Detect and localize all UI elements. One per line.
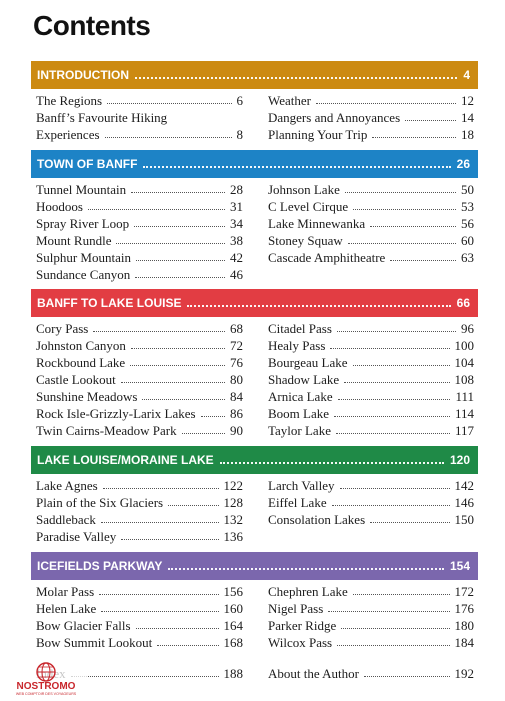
toc-entry[interactable] bbox=[36, 422, 243, 439]
dot-leader bbox=[103, 488, 219, 489]
dot-leader bbox=[131, 192, 225, 193]
entry-page: 108 bbox=[454, 372, 474, 387]
toc-entry[interactable] bbox=[268, 232, 474, 249]
dot-leader bbox=[168, 505, 218, 506]
dot-leader bbox=[364, 676, 450, 677]
section-header-town-of-banff[interactable] bbox=[31, 150, 478, 178]
entry-page: 50 bbox=[461, 182, 474, 197]
toc-entry[interactable] bbox=[268, 477, 474, 494]
section-page: 154 bbox=[449, 559, 470, 573]
toc-entry[interactable] bbox=[268, 405, 474, 422]
dot-leader bbox=[372, 137, 456, 138]
dot-leader bbox=[338, 399, 451, 400]
toc-entry[interactable] bbox=[36, 354, 243, 371]
entry-page: 46 bbox=[230, 267, 243, 282]
dot-leader bbox=[405, 120, 456, 121]
entry-title: Taylor Lake bbox=[268, 423, 331, 438]
toc-entry[interactable] bbox=[268, 617, 474, 634]
entry-page: 168 bbox=[223, 635, 243, 650]
section-title: INTRODUCTION bbox=[37, 68, 129, 82]
dot-leader bbox=[337, 331, 456, 332]
toc-entry[interactable] bbox=[36, 181, 243, 198]
entry-title: Molar Pass bbox=[36, 584, 95, 599]
nostromo-logo bbox=[4, 660, 88, 696]
dot-leader bbox=[345, 192, 456, 193]
entry-title: Cory Pass bbox=[36, 321, 89, 336]
dot-leader bbox=[330, 348, 449, 349]
dot-leader bbox=[136, 260, 225, 261]
entry-title: Sunshine Meadows bbox=[36, 389, 138, 404]
entry-title: Mount Rundle bbox=[36, 233, 112, 248]
dot-leader bbox=[344, 382, 449, 383]
dot-leader bbox=[168, 568, 444, 570]
section-title: LAKE LOUISE/MORAINE LAKE bbox=[37, 453, 214, 467]
entry-title: Tunnel Mountain bbox=[36, 182, 127, 197]
entry-page: 188 bbox=[223, 666, 243, 681]
entry-page: 128 bbox=[223, 495, 243, 510]
entry-page: 34 bbox=[230, 216, 243, 231]
toc-entry[interactable] bbox=[268, 126, 474, 143]
dot-leader bbox=[135, 277, 225, 278]
toc-entry[interactable] bbox=[268, 634, 474, 651]
section-header-banff-to-lake-louise[interactable] bbox=[31, 289, 478, 317]
toc-entry[interactable] bbox=[268, 388, 474, 405]
toc-entry-line[interactable]: Banff’s Favourite Hiking bbox=[36, 110, 168, 125]
entry-page: 80 bbox=[230, 372, 243, 387]
section-title: TOWN OF BANFF bbox=[37, 157, 138, 171]
entry-page: 6 bbox=[236, 93, 243, 108]
entry-page: 146 bbox=[454, 495, 474, 510]
entry-page: 164 bbox=[223, 618, 243, 633]
entry-title: Bourgeau Lake bbox=[268, 355, 348, 370]
dot-leader bbox=[101, 611, 218, 612]
toc-entry[interactable] bbox=[36, 337, 243, 354]
toc-entry[interactable] bbox=[36, 405, 243, 422]
entry-page: 192 bbox=[454, 666, 474, 681]
entry-page: 84 bbox=[230, 389, 243, 404]
dot-leader bbox=[187, 305, 450, 307]
entry-title: Weather bbox=[268, 93, 311, 108]
section-page: 4 bbox=[463, 68, 470, 82]
entry-title: Spray River Loop bbox=[36, 216, 130, 231]
entry-title: Bow Glacier Falls bbox=[36, 618, 131, 633]
dot-leader bbox=[337, 645, 449, 646]
entry-title: Stoney Squaw bbox=[268, 233, 343, 248]
dot-leader bbox=[136, 628, 219, 629]
toc-entry[interactable] bbox=[268, 320, 474, 337]
globe-icon bbox=[4, 660, 88, 696]
dot-leader bbox=[135, 77, 457, 79]
dot-leader bbox=[341, 628, 449, 629]
entry-title: Chephren Lake bbox=[268, 584, 348, 599]
entry-page: 76 bbox=[230, 355, 243, 370]
entry-title: Planning Your Trip bbox=[268, 127, 368, 142]
entry-page: 14 bbox=[461, 110, 474, 125]
toc-entry[interactable] bbox=[36, 371, 243, 388]
entry-title: Hoodoos bbox=[36, 199, 83, 214]
dot-leader bbox=[93, 331, 225, 332]
entry-title: Cascade Amphitheatre bbox=[268, 250, 386, 265]
entry-title: Saddleback bbox=[36, 512, 96, 527]
dot-leader bbox=[328, 611, 449, 612]
entry-page: 18 bbox=[461, 127, 474, 142]
entry-title: Shadow Lake bbox=[268, 372, 340, 387]
entry-page: 72 bbox=[230, 338, 243, 353]
entry-page: 176 bbox=[454, 601, 474, 616]
entry-title: Consolation Lakes bbox=[268, 512, 366, 527]
toc-entry[interactable] bbox=[268, 511, 474, 528]
entry-title: Plain of the Six Glaciers bbox=[36, 495, 164, 510]
entry-title: Johnson Lake bbox=[268, 182, 340, 197]
entry-title: Sundance Canyon bbox=[36, 267, 131, 282]
page-title: Contents bbox=[33, 10, 151, 41]
toc-entry[interactable] bbox=[36, 477, 243, 494]
entry-title: Arnica Lake bbox=[268, 389, 333, 404]
toc-entry[interactable] bbox=[36, 388, 243, 405]
entry-page: 90 bbox=[230, 423, 243, 438]
dot-leader bbox=[201, 416, 225, 417]
logo-name: NOSTROMO bbox=[16, 681, 76, 692]
dot-leader bbox=[157, 645, 218, 646]
toc-entry[interactable] bbox=[268, 215, 474, 232]
entry-title: Twin Cairns-Meadow Park bbox=[36, 423, 177, 438]
toc-entry[interactable] bbox=[36, 249, 243, 266]
toc-entry[interactable] bbox=[36, 320, 243, 337]
entry-title: Rockbound Lake bbox=[36, 355, 126, 370]
section-page: 120 bbox=[449, 453, 470, 467]
entry-title: C Level Cirque bbox=[268, 199, 349, 214]
toc-entry[interactable] bbox=[36, 92, 243, 109]
entry-page: 117 bbox=[454, 423, 474, 438]
dot-leader bbox=[353, 365, 450, 366]
entry-page: 150 bbox=[454, 512, 474, 527]
dot-leader bbox=[353, 594, 450, 595]
toc-entry[interactable] bbox=[36, 617, 243, 634]
entry-title: Bow Summit Lookout bbox=[36, 635, 153, 650]
toc-entry[interactable] bbox=[36, 494, 243, 511]
dot-leader bbox=[130, 365, 225, 366]
entry-page: 42 bbox=[230, 250, 243, 265]
entry-page: 56 bbox=[461, 216, 474, 231]
entry-page: 111 bbox=[455, 389, 474, 404]
toc-entry[interactable] bbox=[36, 126, 243, 143]
dot-leader bbox=[316, 103, 456, 104]
dot-leader bbox=[182, 433, 225, 434]
entry-page: 96 bbox=[461, 321, 474, 336]
toc-entry[interactable] bbox=[36, 511, 243, 528]
entry-page: 12 bbox=[461, 93, 474, 108]
entry-title: Johnston Canyon bbox=[36, 338, 126, 353]
entry-title: Dangers and Annoyances bbox=[268, 110, 401, 125]
entry-title: Rock Isle-Grizzly-Larix Lakes bbox=[36, 406, 196, 421]
entry-page: 86 bbox=[230, 406, 243, 421]
toc-entry[interactable] bbox=[268, 494, 474, 511]
entry-page: 28 bbox=[230, 182, 243, 197]
toc-entry[interactable] bbox=[268, 422, 474, 439]
dot-leader bbox=[88, 209, 225, 210]
dot-leader bbox=[220, 462, 444, 464]
entry-page: 114 bbox=[454, 406, 474, 421]
dot-leader bbox=[340, 488, 450, 489]
section-title: BANFF TO LAKE LOUISE bbox=[37, 296, 182, 310]
entry-page: 132 bbox=[223, 512, 243, 527]
dot-leader bbox=[99, 594, 218, 595]
dot-leader bbox=[143, 166, 450, 168]
section-page: 66 bbox=[456, 296, 470, 310]
dot-leader bbox=[390, 260, 456, 261]
section-title: ICEFIELDS PARKWAY bbox=[37, 559, 163, 573]
dot-leader bbox=[336, 433, 450, 434]
entry-title: Sulphur Mountain bbox=[36, 250, 131, 265]
dot-leader bbox=[71, 676, 219, 677]
entry-page: 53 bbox=[461, 199, 474, 214]
entry-title: Paradise Valley bbox=[36, 529, 117, 544]
entry-page: 100 bbox=[454, 338, 474, 353]
entry-page: 8 bbox=[236, 127, 243, 142]
toc-entry[interactable] bbox=[268, 337, 474, 354]
toc-entry[interactable] bbox=[36, 528, 243, 545]
toc-entry[interactable] bbox=[36, 634, 243, 651]
entry-page: 60 bbox=[461, 233, 474, 248]
entry-page: 63 bbox=[461, 250, 474, 265]
toc-entry[interactable] bbox=[268, 198, 474, 215]
entry-title: Eiffel Lake bbox=[268, 495, 327, 510]
dot-leader bbox=[121, 539, 218, 540]
entry-title: Boom Lake bbox=[268, 406, 330, 421]
dot-leader bbox=[131, 348, 225, 349]
entry-title: Larch Valley bbox=[268, 478, 335, 493]
dot-leader bbox=[105, 137, 232, 138]
section-header-introduction[interactable] bbox=[31, 61, 478, 89]
entry-page: 136 bbox=[223, 529, 243, 544]
entry-title: Lake Minnewanka bbox=[268, 216, 366, 231]
dot-leader bbox=[101, 522, 219, 523]
logo-tagline: WEB COMPTOIR DES VOYAGEURS bbox=[15, 692, 77, 696]
entry-title: Lake Agnes bbox=[36, 478, 98, 493]
entry-page: 156 bbox=[223, 584, 243, 599]
dot-leader bbox=[334, 416, 450, 417]
entry-title: Wilcox Pass bbox=[268, 635, 333, 650]
entry-title: Nigel Pass bbox=[268, 601, 324, 616]
entry-title: Parker Ridge bbox=[268, 618, 337, 633]
entry-page: 184 bbox=[454, 635, 474, 650]
toc-entry[interactable] bbox=[268, 92, 474, 109]
entry-title: Helen Lake bbox=[36, 601, 97, 616]
dot-leader bbox=[107, 103, 231, 104]
entry-page: 122 bbox=[223, 478, 243, 493]
dot-leader bbox=[142, 399, 225, 400]
toc-entry[interactable] bbox=[268, 371, 474, 388]
entry-page: 31 bbox=[230, 199, 243, 214]
entry-title: Healy Pass bbox=[268, 338, 326, 353]
dot-leader bbox=[332, 505, 450, 506]
entry-page: 142 bbox=[454, 478, 474, 493]
toc-entry[interactable] bbox=[268, 354, 474, 371]
toc-entry[interactable] bbox=[36, 583, 243, 600]
entry-page: 104 bbox=[454, 355, 474, 370]
dot-leader bbox=[121, 382, 225, 383]
entry-title: The Regions bbox=[36, 93, 103, 108]
entry-title: About the Author bbox=[268, 666, 359, 681]
section-header-lake-louise-moraine-lake[interactable] bbox=[31, 446, 478, 474]
toc-entry[interactable] bbox=[268, 249, 474, 266]
section-header-icefields-parkway[interactable] bbox=[31, 552, 478, 580]
dot-leader bbox=[134, 226, 225, 227]
entry-title: Experiences bbox=[36, 127, 100, 142]
section-page: 26 bbox=[456, 157, 470, 171]
toc-entry[interactable] bbox=[268, 583, 474, 600]
dot-leader bbox=[370, 522, 449, 523]
toc-entry[interactable] bbox=[268, 109, 474, 126]
entry-page: 160 bbox=[223, 601, 243, 616]
entry-page: 68 bbox=[230, 321, 243, 336]
dot-leader bbox=[348, 243, 456, 244]
dot-leader bbox=[116, 243, 225, 244]
entry-title: Citadel Pass bbox=[268, 321, 332, 336]
toc-entry[interactable] bbox=[36, 198, 243, 215]
toc-entry-about-author[interactable] bbox=[268, 665, 474, 682]
toc-entry[interactable] bbox=[36, 232, 243, 249]
toc-entry[interactable] bbox=[268, 181, 474, 198]
toc-entry[interactable] bbox=[36, 215, 243, 232]
entry-title: Castle Lookout bbox=[36, 372, 116, 387]
toc-entry[interactable] bbox=[36, 266, 243, 283]
toc-entry[interactable] bbox=[36, 600, 243, 617]
dot-leader bbox=[353, 209, 456, 210]
dot-leader bbox=[370, 226, 456, 227]
entry-page: 38 bbox=[230, 233, 243, 248]
entry-page: 172 bbox=[454, 584, 474, 599]
toc-entry[interactable] bbox=[268, 600, 474, 617]
entry-page: 180 bbox=[454, 618, 474, 633]
